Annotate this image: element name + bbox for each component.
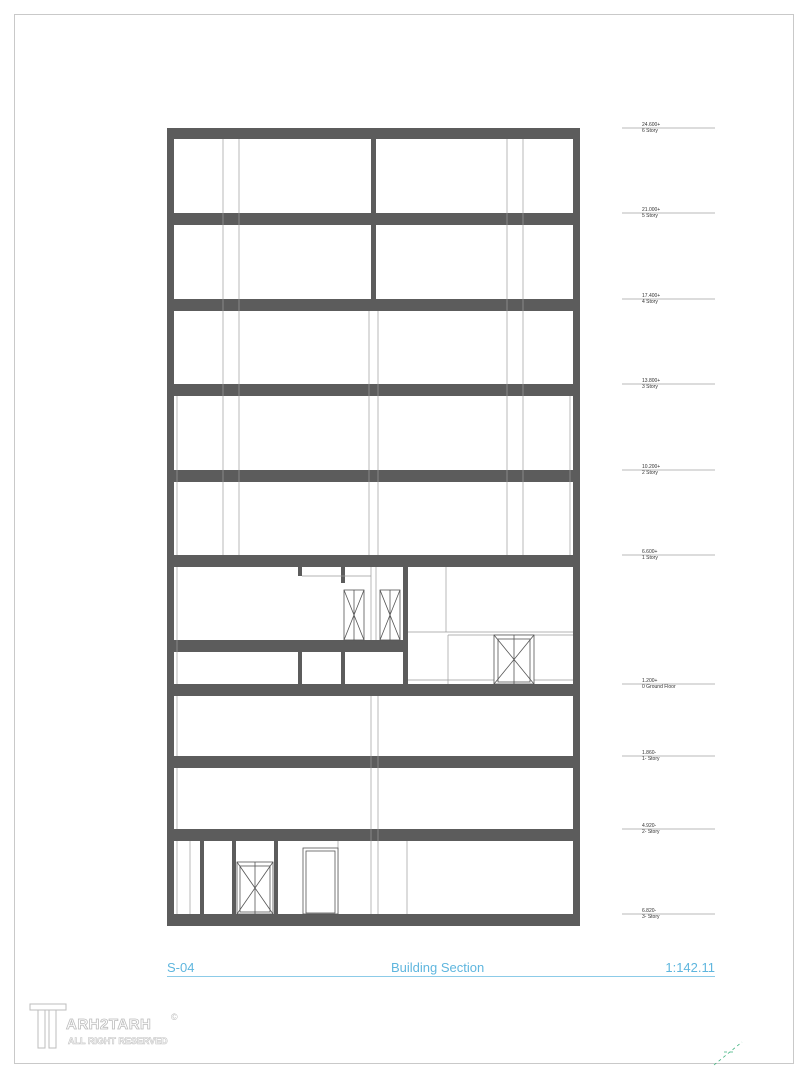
slab-mezzanine	[167, 640, 407, 652]
level-elevation: 1.860-	[642, 750, 657, 756]
slab-level-2	[167, 470, 580, 482]
level-name: 3- Story	[642, 914, 660, 920]
slab-level-3	[167, 384, 580, 396]
level-elevation: 17.400+	[642, 293, 661, 299]
doors	[237, 590, 534, 914]
level-elevation: 24.600+	[642, 122, 661, 128]
basement-single-door	[303, 848, 338, 914]
level-elevation: 6.600+	[642, 549, 658, 555]
title-underline	[167, 976, 715, 977]
slab-basement-2	[167, 829, 580, 841]
level-name: 3 Story	[642, 384, 658, 390]
sheet-scale: 1:142.11	[665, 960, 715, 975]
level-elevation: 6.820-	[642, 908, 657, 914]
core-wall-c	[403, 567, 408, 684]
logo-name: ARH2TARH	[66, 1016, 152, 1033]
basement-double-door	[237, 862, 273, 914]
core-wall-e	[341, 652, 345, 684]
slab-level-4	[167, 299, 580, 311]
core-wall-a	[298, 567, 302, 576]
level-elevation: 1.200+	[642, 678, 658, 684]
level-elevation: 13.800+	[642, 378, 661, 384]
section-structure	[167, 128, 580, 926]
left-exterior-wall	[167, 128, 174, 926]
slab-level-1	[167, 555, 580, 567]
elevator-door-right	[380, 590, 400, 640]
slab-basement-1	[167, 756, 580, 768]
level-elevation: 4.920-	[642, 823, 657, 829]
pillar-logo-icon	[28, 1002, 68, 1052]
basement-wall-a	[200, 841, 204, 914]
slab-ground-floor	[167, 684, 580, 696]
level-elevation: 10.200+	[642, 464, 661, 470]
core-wall-b	[341, 567, 345, 583]
brand-logo	[28, 1000, 188, 1056]
sheet-title: Building Section	[391, 960, 485, 975]
level-name: 2 Story	[642, 470, 658, 476]
level-elevation: 21.000+	[642, 207, 661, 213]
basement-wall-b	[232, 841, 236, 914]
roof-slab	[167, 128, 580, 139]
level-name: 5 Story	[642, 213, 658, 219]
slab-basement-3	[167, 914, 580, 926]
level-name: 1 Story	[642, 555, 658, 561]
copyright-mark: ©	[171, 1012, 178, 1022]
core-wall-d	[298, 652, 302, 684]
level-name: 4 Story	[642, 299, 658, 305]
level-name: 6 Story	[642, 128, 658, 134]
right-exterior-wall	[573, 128, 580, 926]
level-markers	[622, 122, 715, 920]
sheet-code: S-04	[167, 960, 195, 975]
basement-wall-c	[274, 841, 278, 914]
level-name: 0 Ground Floor	[642, 684, 676, 690]
entrance-door	[494, 635, 534, 684]
level-name: 2- Story	[642, 829, 660, 835]
central-wall-upper	[371, 139, 376, 299]
level-name: 1- Story	[642, 756, 660, 762]
logo-rights: ALL RIGHT RESERVED	[68, 1036, 168, 1046]
elevator-door-left	[344, 590, 364, 640]
corner-mark	[714, 1042, 742, 1065]
